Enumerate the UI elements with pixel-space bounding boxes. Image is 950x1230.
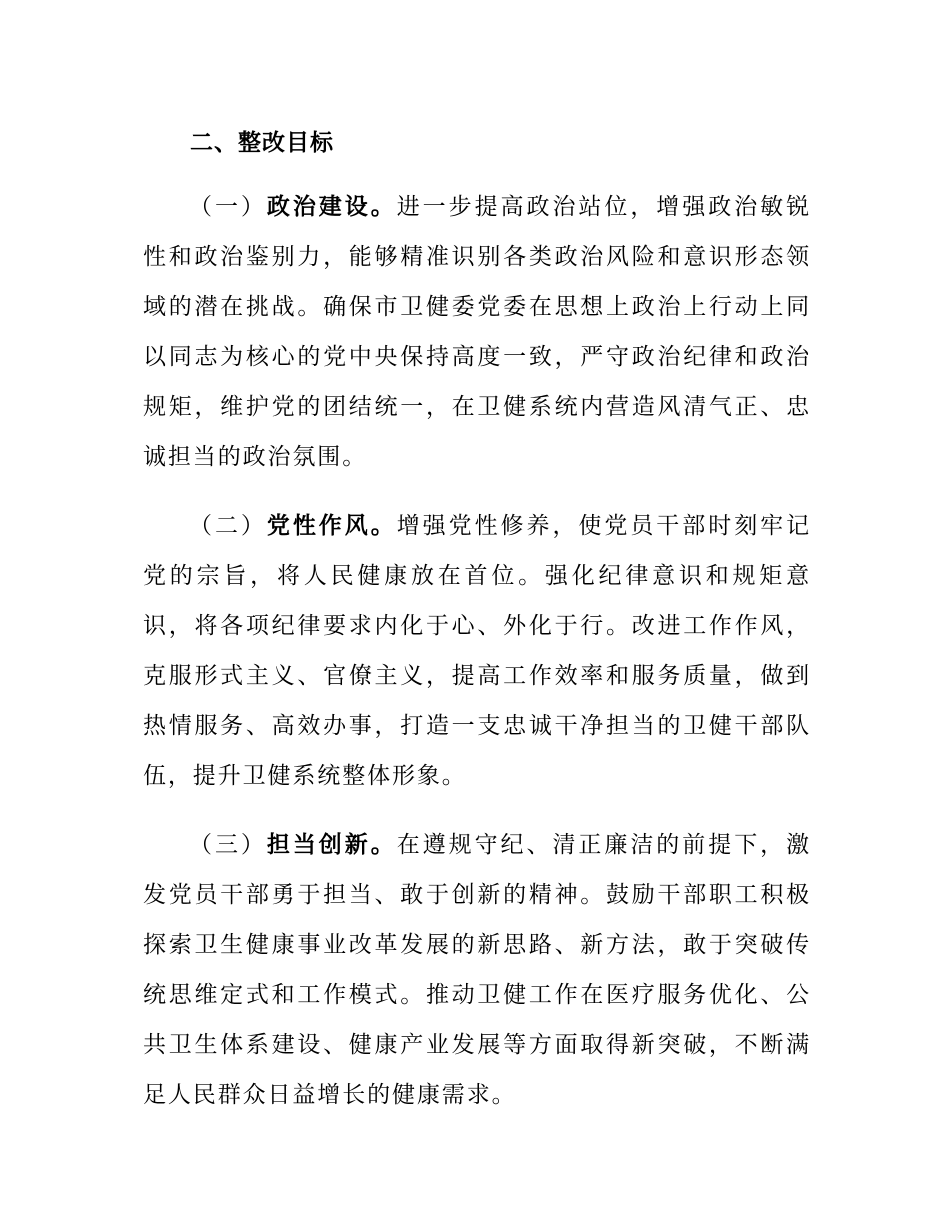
paragraph-title: 担当创新。 (266, 832, 397, 858)
paragraph-text: 在遵规守纪、清正廉洁的前提下，激发党员干部勇于担当、敢于创新的精神。鼓励干部职工积极探索卫生健康事业改革发展的新思路、新方法，敢于突破传统思维定式和工作模式。推动卫健工作在医疗服务优化、公共卫生体系建设、健康产业发展等方面取得新突破，不断满足人民群众日益增长的健康需求。 (143, 832, 812, 1108)
paragraph-party-style (143, 501, 811, 801)
paragraph-political-construction (143, 182, 811, 482)
paragraph-title: 政治建设。 (266, 194, 397, 220)
document-body (143, 122, 811, 1139)
section-heading: 二、整改目标 (190, 130, 334, 156)
paragraph-text: 进一步提高政治站位，增强政治敏锐性和政治鉴别力，能够精准识别各类政治风险和意识形态领域的潜在挑战。确保市卫健委党委在思想上政治上行动上同以同志为核心的党中央保持高度一致，严守政治纪律和政治规矩，维护党的团结统一，在卫健系统内营造风清气正、忠诚担当的政治氛围。 (143, 194, 812, 470)
paragraph-responsibility-innovation (143, 820, 811, 1120)
paragraph-number: （一） (189, 194, 267, 220)
paragraph-text: 增强党性修养，使党员干部时刻牢记党的宗旨，将人民健康放在首位。强化纪律意识和规矩意识，将各项纪律要求内化于心、外化于行。改进工作作风，克服形式主义、官僚主义，提高工作效率和服务质量，做到热情服务、高效办事，打造一支忠诚干净担当的卫健干部队伍，提升卫健系统整体形象。 (143, 513, 812, 789)
paragraph-number: （三） (189, 832, 267, 858)
paragraph-title: 党性作风。 (266, 513, 397, 539)
paragraph-number: （二） (189, 513, 267, 539)
